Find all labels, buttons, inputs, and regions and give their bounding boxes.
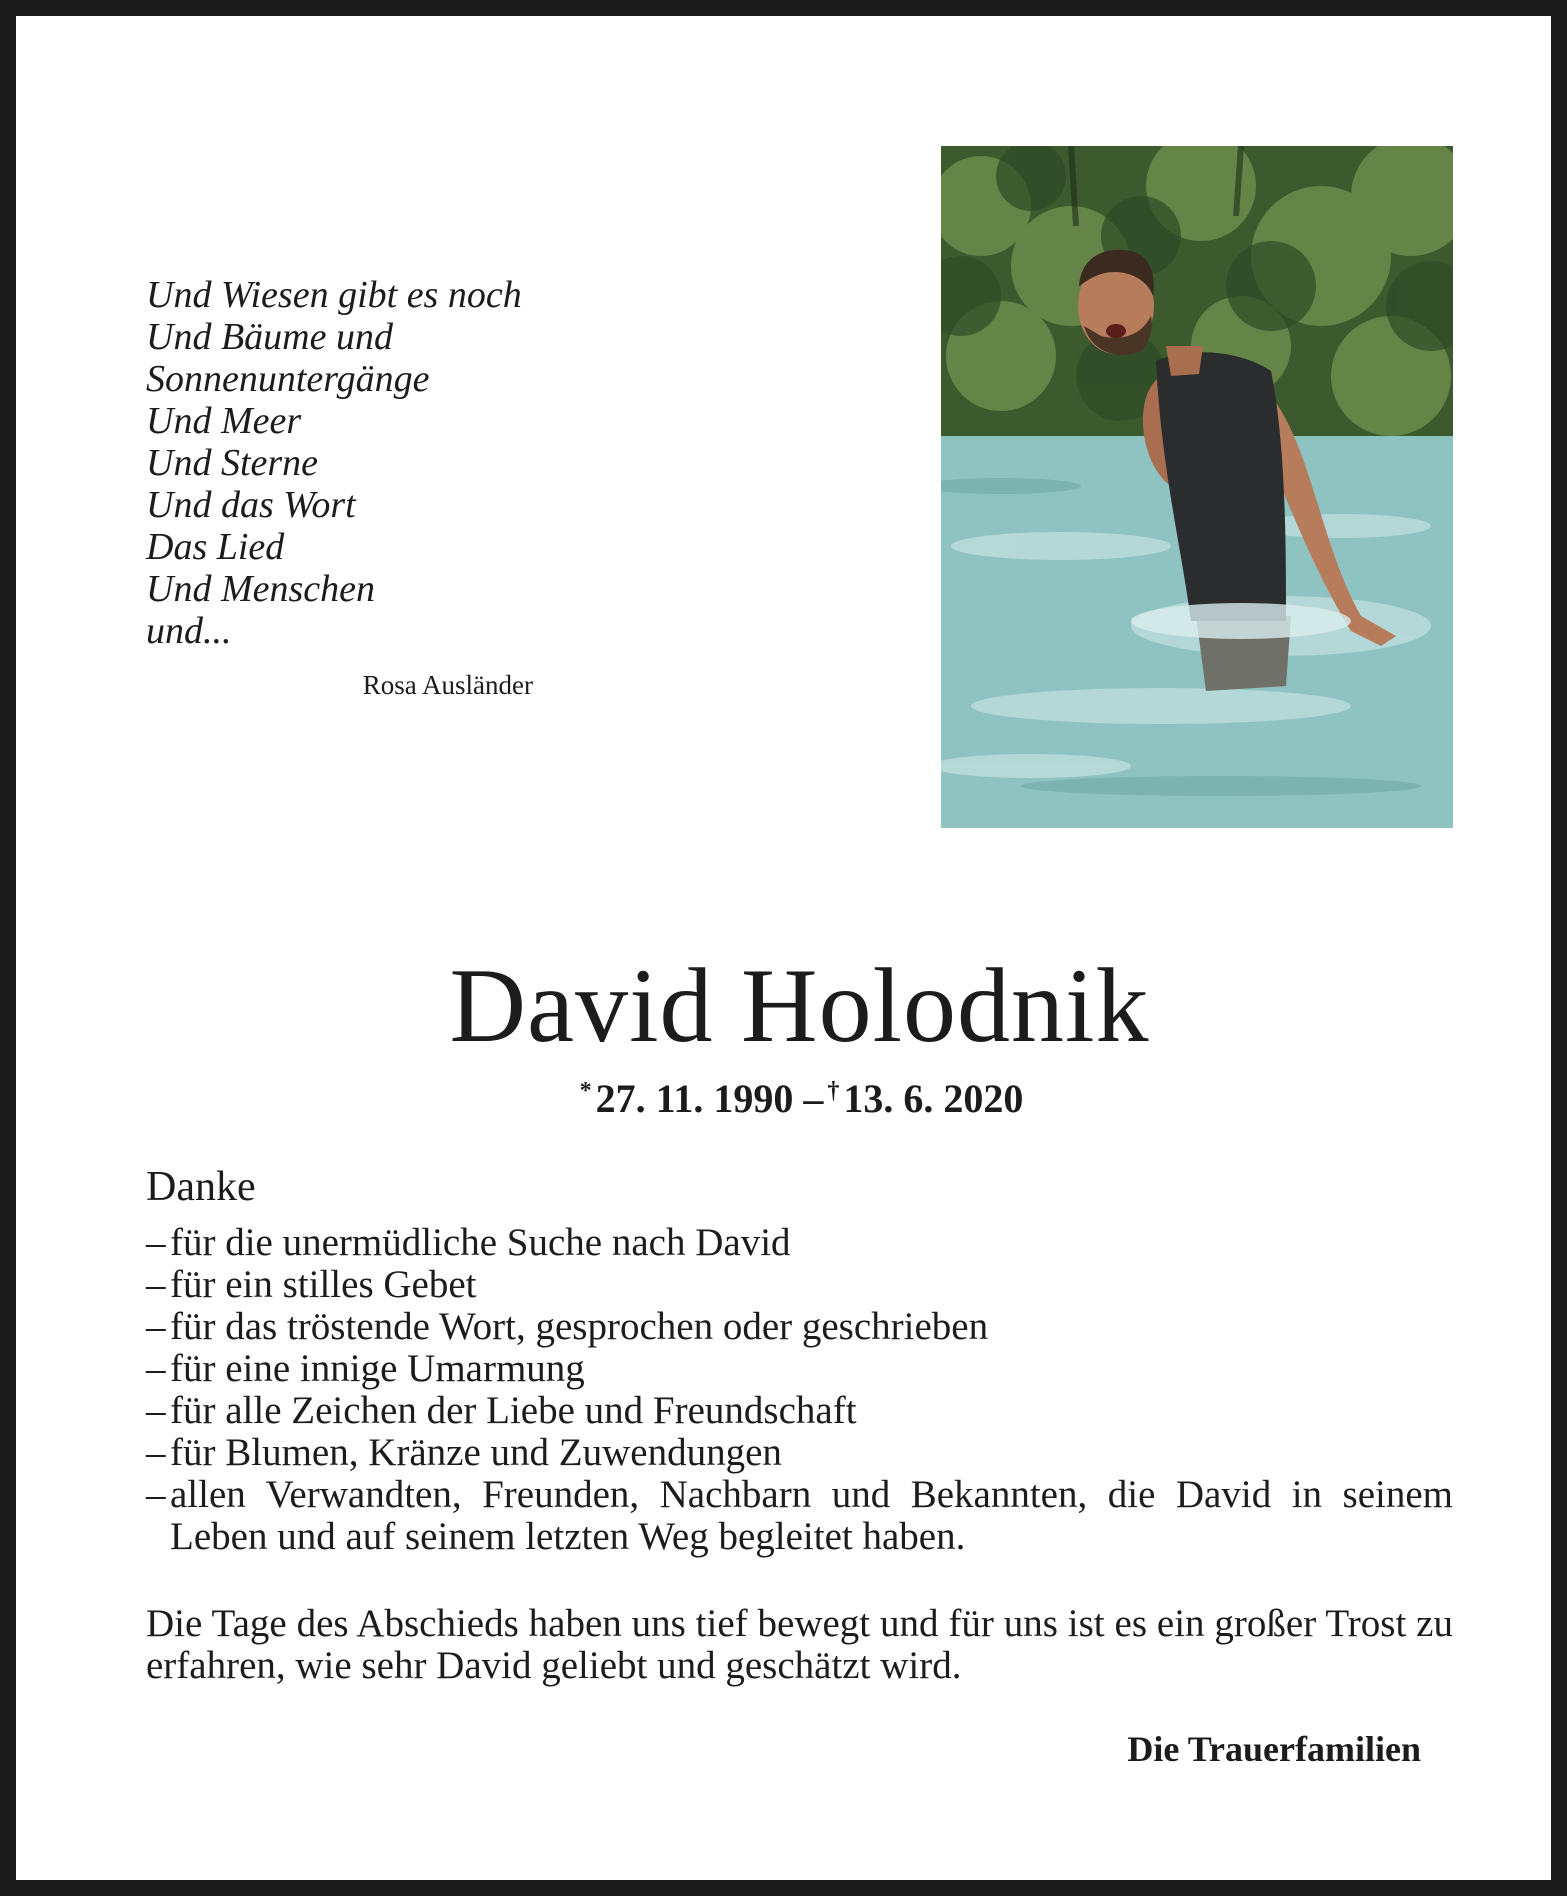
list-dash: – — [146, 1389, 166, 1432]
poem-line: und... — [146, 610, 232, 652]
thanks-item — [146, 1390, 1453, 1432]
poem-author: Rosa Ausländer — [362, 670, 533, 700]
thanks-list — [146, 1222, 1453, 1558]
poem-line: Und Sterne — [146, 442, 319, 484]
thanks-item — [146, 1474, 1453, 1558]
list-dash: – — [146, 1263, 166, 1306]
thanks-item-text: für alle Zeichen der Liebe und Freundschaft — [170, 1389, 857, 1432]
poem-line: Und Wiesen gibt es noch — [146, 274, 522, 316]
poem-line: Und Meer — [146, 400, 302, 442]
thanks-item — [146, 1432, 1453, 1474]
poem-line: Und Menschen — [146, 568, 375, 610]
thanks-item — [146, 1222, 1453, 1264]
list-dash: – — [146, 1431, 166, 1474]
poem-line: Sonnenuntergänge — [146, 358, 430, 400]
thanks-item-text: für die unermüdliche Suche nach David — [170, 1221, 791, 1264]
list-dash: – — [146, 1473, 166, 1516]
poem-line: Das Lied — [146, 526, 285, 568]
list-dash: – — [146, 1347, 166, 1390]
thanks-item — [146, 1306, 1453, 1348]
signature: Die Trauerfamilien — [1127, 1729, 1421, 1769]
list-dash: – — [146, 1305, 166, 1348]
thanks-item — [146, 1348, 1453, 1390]
thanks-item-text: für das tröstende Wort, gesprochen oder geschrieben — [170, 1305, 989, 1348]
poem — [146, 274, 566, 652]
closing-paragraph: Die Tage des Abschieds haben uns tief bewegt und für uns ist es ein großer Trost zu erfahren, wie sehr David geliebt und geschätzt wird. — [146, 1602, 1453, 1687]
thanks-item-text: allen Verwandten, Freunden, Nachbarn und Bekannten, die David in seinem Leben und auf seinem letzten Weg begleitet haben. — [170, 1473, 1453, 1558]
birth-date: 27. 11. 1990 — [595, 1076, 794, 1121]
death-symbol: † — [827, 1078, 840, 1104]
deceased-name: David Holodnik — [449, 947, 1150, 1064]
list-dash: – — [146, 1221, 166, 1264]
thanks-item — [146, 1264, 1453, 1306]
date-separator: – — [803, 1076, 824, 1121]
thanks-item-text: für eine innige Umarmung — [170, 1347, 585, 1390]
portrait-photo — [941, 146, 1453, 828]
thanks-item-text: für ein stilles Gebet — [170, 1263, 477, 1306]
poem-line: Und Bäume und — [146, 316, 393, 358]
thanks-item-text: für Blumen, Kränze und Zuwendungen — [170, 1431, 782, 1474]
portrait-illustration — [941, 146, 1453, 828]
thanks-heading: Danke — [146, 1164, 256, 1210]
birth-symbol: * — [579, 1078, 592, 1104]
death-date: 13. 6. 2020 — [843, 1076, 1024, 1121]
life-dates — [16, 1066, 1567, 1124]
poem-line: Und das Wort — [146, 484, 356, 526]
